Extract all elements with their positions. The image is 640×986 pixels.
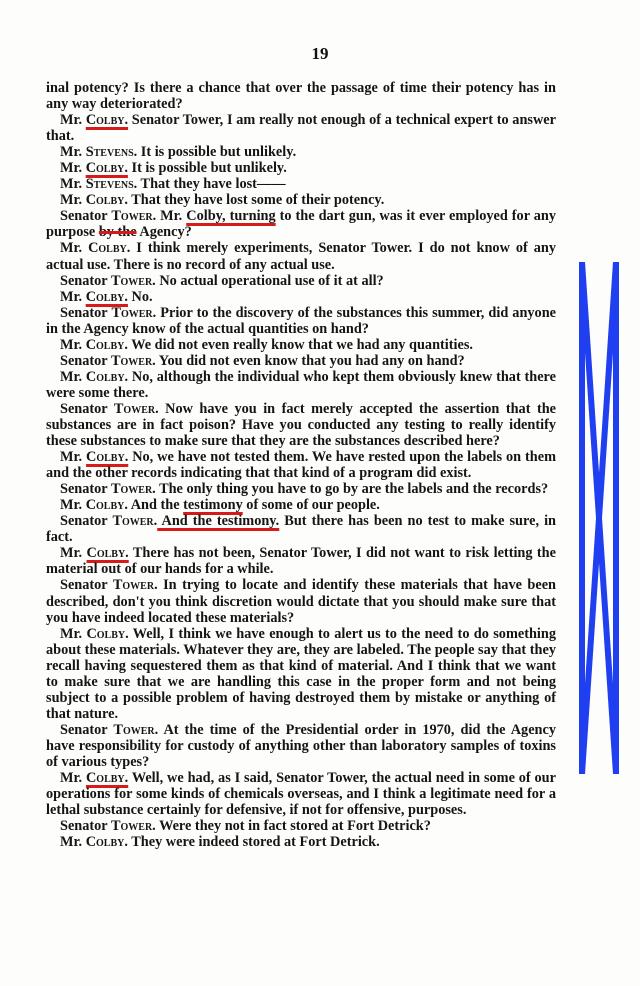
paragraph-text: You did not even know that you had any on hand?: [155, 352, 465, 369]
transcript-paragraph: [46, 353, 556, 369]
page-number: 19: [311, 44, 329, 63]
speaker-name: Colby.: [85, 770, 129, 787]
transcript-paragraph: [46, 160, 556, 176]
paragraph-text: Senator: [60, 818, 111, 835]
paragraph-text: Mr.: [60, 240, 89, 257]
transcript-paragraph: [46, 818, 556, 834]
paragraph-text: I think merely experiments, Senator Tower. I do not know of any actual use. There is no record of any actual use.: [46, 240, 556, 273]
speaker-name: Colby.: [85, 497, 128, 514]
paragraph-text: of some of our people.: [242, 497, 380, 514]
speaker-name: Tower.: [111, 304, 157, 321]
transcript-paragraph: [46, 240, 556, 272]
paragraph-text: That they have lost——: [137, 176, 286, 193]
paragraph-text: Senator: [60, 513, 113, 530]
transcript-paragraph: [46, 834, 556, 850]
paragraph-text: But there has been no test to make sure, in fact.: [46, 513, 556, 546]
paragraph-text: No, we have not tested them. We have rested upon the labels on them and the other records indicating that that kind of a program did exist.: [46, 449, 556, 482]
transcript-paragraph: [46, 80, 556, 112]
transcript-paragraph: [46, 369, 556, 401]
transcript-paragraph: [46, 513, 556, 545]
paragraph-text: Mr.: [60, 545, 87, 562]
paragraph-text: And the: [127, 497, 184, 514]
speaker-name: Colby.: [85, 336, 128, 353]
paragraph-text: No, although the individual who kept them obviously knew that there were some there.: [46, 368, 556, 401]
paragraph-text: Mr.: [156, 208, 187, 225]
paragraph-text: Mr.: [60, 368, 86, 385]
paragraph-text: Senator Tower, I am really not enough of a technical expert to answer that.: [46, 112, 556, 145]
paragraph-text: Senator: [60, 304, 112, 321]
speaker-name: Stevens.: [85, 144, 138, 161]
transcript-paragraph: [46, 176, 556, 192]
speaker-name: Stevens.: [85, 176, 138, 193]
speaker-name: Tower.: [110, 818, 156, 835]
blue-x-margin-mark: [574, 262, 624, 774]
transcript-paragraph: [46, 112, 556, 144]
paragraph-text: Mr.: [60, 192, 86, 209]
paragraph-text: At the time of the Presidential order in 1970, did the Agency have responsibility for custody of anything other than laboratory samples of toxins of various types?: [46, 721, 556, 770]
speaker-name: Colby.: [85, 834, 128, 851]
speaker-name: Tower.: [112, 577, 158, 594]
paragraph-text: inal potency? Is there a chance that over the passage of time their potency has in any way deteriorated?: [46, 80, 556, 113]
transcript-paragraph: [46, 208, 556, 240]
transcript-paragraph: [46, 481, 556, 497]
speaker-name: Colby.: [86, 545, 129, 562]
speaker-name: Colby.: [85, 288, 128, 305]
paragraph-text: Mr.: [60, 336, 86, 353]
paragraph-text: Mr.: [60, 160, 86, 177]
paragraph-text: to the dart gun, was it ever employed for any purpose: [46, 208, 557, 241]
paragraph-text: Now have you in fact merely accepted the assertion that the substances are in fact poison? Have you conducted any testing to really identify these substances to make sure that they are the substances described here?: [46, 400, 557, 450]
underlined-text: testimony: [183, 497, 243, 514]
paragraph-text: Agency?: [136, 224, 192, 241]
paragraph-text: No actual operational use of it at all?: [155, 272, 384, 289]
speaker-name: Tower.: [113, 400, 159, 417]
paragraph-text: Senator: [60, 352, 111, 369]
transcript-paragraph: [46, 770, 556, 818]
speaker-name: Colby.: [85, 112, 129, 129]
paragraph-text: Mr.: [60, 834, 86, 851]
speaker-name: Colby.: [86, 449, 129, 466]
paragraph-text: They were indeed stored at Fort Detrick.: [127, 834, 380, 851]
paragraph-text: Mr.: [60, 770, 86, 787]
speaker-name: Colby.: [85, 192, 128, 209]
speaker-name: Colby.: [85, 368, 129, 385]
paragraph-text: Mr.: [60, 112, 86, 129]
speaker-name: Tower.: [110, 352, 156, 369]
paragraph-text: There has not been, Senator Tower, I did not want to risk letting the material out of our hands for a while.: [46, 545, 556, 578]
speaker-name: Tower.: [111, 208, 157, 225]
transcript-paragraph: [46, 305, 556, 337]
paragraph-text: Senator: [60, 721, 114, 738]
paragraph-text: It is possible but unlikely.: [137, 144, 297, 161]
paragraph-text: Mr.: [60, 449, 87, 466]
paragraph-text: Well, we had, as I said, Senator Tower, the actual need in some of our operations for some kinds of chemicals overseas, and I think a legitimate need for a lethal substance certainly for defensive, if not for offensive, purposes.: [46, 770, 556, 819]
paragraph-text: Mr.: [60, 497, 86, 514]
paragraph-text: In trying to locate and identify these materials that have been described, don't you think discretion would dictate that you should make sure that you have indeed located these materials?: [46, 577, 556, 626]
paragraph-text: No.: [127, 288, 153, 305]
speaker-name: Tower.: [112, 513, 158, 530]
speaker-name: Tower.: [110, 481, 156, 498]
paragraph-text: Mr.: [60, 144, 86, 161]
paragraph-text: Senator: [60, 577, 113, 594]
transcript-paragraph: [46, 337, 556, 353]
paragraph-text: It is possible but unlikely.: [127, 160, 287, 177]
paragraph-text: Senator: [60, 400, 114, 417]
paragraph-text: Mr.: [60, 288, 86, 305]
transcript-paragraph: [46, 192, 556, 208]
transcript-paragraph: [46, 449, 556, 481]
paragraph-text: Prior to the discovery of the substances this summer, did anyone in the Agency know of the actual quantities on hand?: [46, 304, 557, 337]
transcript-body: [46, 80, 556, 850]
transcript-paragraph: [46, 545, 556, 577]
paragraph-text: Senator: [60, 481, 111, 498]
paragraph-text: Were they not in fact stored at Fort Detrick?: [155, 818, 431, 835]
paragraph-text: Mr.: [60, 625, 87, 642]
underlined-text: And the testimony.: [157, 513, 280, 530]
paragraph-text: Mr.: [60, 176, 86, 193]
paragraph-text: Senator: [60, 272, 111, 289]
struck-text: by the: [98, 224, 137, 241]
speaker-name: Colby.: [85, 160, 128, 177]
speaker-name: Tower.: [113, 721, 159, 738]
speaker-name: Tower.: [110, 272, 156, 289]
transcript-paragraph: [46, 273, 556, 289]
paragraph-text: That they have lost some of their potency.: [127, 192, 385, 209]
paragraph-text: We did not even really know that we had any quantities.: [127, 336, 473, 353]
speaker-name: Colby.: [88, 240, 131, 257]
underlined-text: Colby, turning: [186, 208, 276, 225]
transcript-paragraph: [46, 626, 556, 722]
transcript-paragraph: [46, 497, 556, 513]
paragraph-text: Well, I think we have enough to alert us to the need to do something about these materials. Whatever they are, they are labeled. The people say that they recall having sequestered them as that kind of material. And I think that we want to make sure that we are handling this case in the proper form and not being subject to a possible problem of having destroyed them by mistake or anything of that nature.: [46, 625, 556, 722]
paragraph-text: Senator: [60, 208, 112, 225]
transcript-paragraph: [46, 577, 556, 625]
transcript-paragraph: [46, 289, 556, 305]
transcript-paragraph: [46, 144, 556, 160]
transcript-paragraph: [46, 722, 556, 770]
paragraph-text: The only thing you have to go by are the labels and the records?: [155, 481, 549, 498]
speaker-name: Colby.: [86, 625, 129, 642]
transcript-paragraph: [46, 401, 556, 449]
